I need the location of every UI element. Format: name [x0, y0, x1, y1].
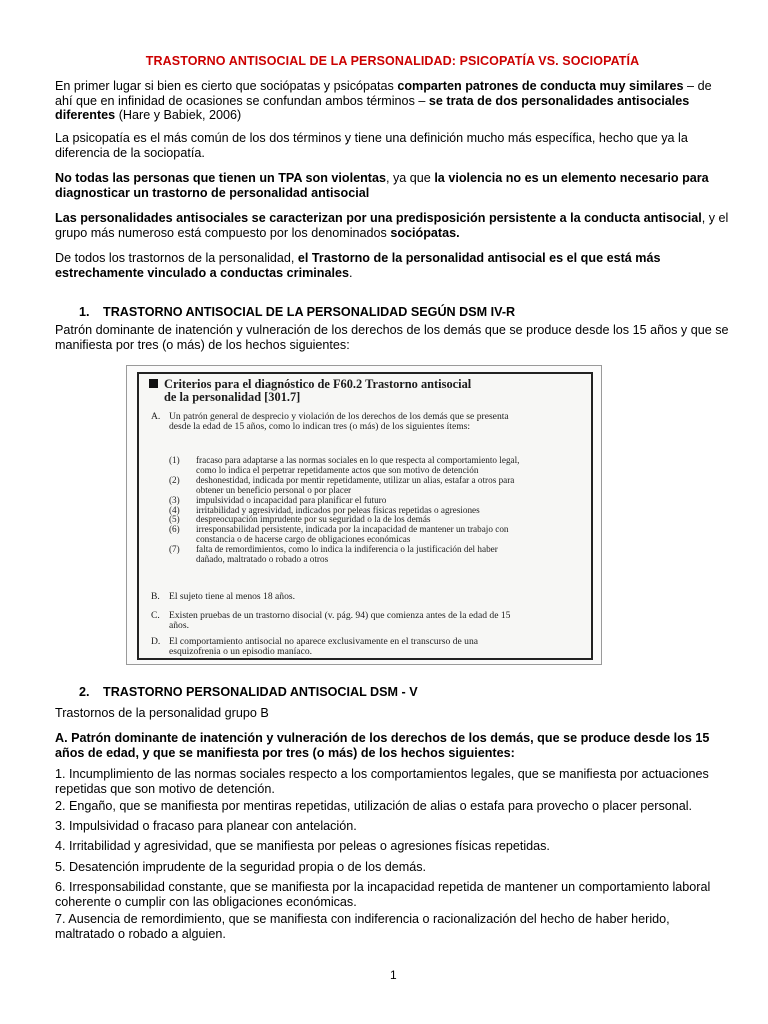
list-item: 2. Engaño, que se manifiesta por mentiras repetidas, utilización de alias o estafa para provecho o placer personal. — [55, 799, 693, 813]
item-text: deshonestidad, indicada por mentir repetidamente, utilizar un alias, estafar a otros para obtener un beneficio personal o por placer — [196, 474, 515, 495]
item-number: (7) — [169, 544, 180, 555]
criterion-text: El comportamiento antisocial no aparece exclusivamente en el transcurso de una esquizofrenia o un episodio maníaco. — [169, 636, 479, 658]
page-title: TRASTORNO ANTISOCIAL DE LA PERSONALIDAD: PSICOPATÍA VS. SOCIOPATÍA — [145, 54, 640, 68]
item-number: (4) — [169, 504, 180, 515]
section-2-subtitle: Trastornos de la personalidad grupo B — [55, 706, 269, 720]
section-2-lead: A. Patrón dominante de inatención y vulneración de los derechos de los demás, que se produce desde los 15 años de edad, y que se manifiesta por tres (o más) de los hechos siguientes: — [55, 731, 710, 760]
intro-paragraph-4 — [55, 211, 730, 240]
dsm-heading-line-2: de la personalidad [301.7] — [164, 389, 301, 404]
dsm-heading — [149, 378, 471, 403]
dsm-item — [169, 545, 521, 565]
dsm-criteria-figure — [126, 365, 602, 665]
dsm-heading-line-1: Criterios para el diagnóstico de F60.2 Trastorno antisocial — [164, 377, 472, 391]
dsm-criterion-b — [151, 592, 524, 602]
item-text: impulsividad o incapacidad para planificar el futuro — [196, 494, 387, 505]
bold-run: el Trastorno de la personalidad antisocial es el que está más estrechamente vinculado a conductas criminales — [55, 251, 661, 280]
intro-paragraph-2: La psicopatía es el más común de los dos términos y tiene una definición mucho más específica, hecho que ya la diferencia de la sociopatía. — [55, 131, 688, 160]
page-number: 1 — [390, 968, 397, 982]
dsm-item — [169, 456, 521, 476]
section-heading-text: TRASTORNO PERSONALIDAD ANTISOCIAL DSM - V — [103, 685, 418, 699]
section-heading-text: TRASTORNO ANTISOCIAL DE LA PERSONALIDAD SEGÚN DSM IV-R — [103, 305, 516, 319]
text-run: De todos los trastornos de la personalidad, — [55, 251, 298, 265]
text-run: . — [348, 265, 353, 280]
text-run: – de ahí que en infinidad de ocasiones se confundan ambos términos – — [55, 79, 712, 108]
dsm-criteria-box — [137, 372, 593, 660]
text-run: , y el grupo más numeroso está compuesto por los denominados — [55, 211, 729, 240]
section-number: 1. — [79, 305, 90, 319]
bold-run: No todas las personas que tienen un TPA son violentas — [55, 171, 386, 185]
section-2-heading — [79, 685, 730, 700]
item-number: (2) — [169, 474, 180, 485]
criterion-letter: A. — [151, 411, 161, 422]
list-item: 3. Impulsividad o fracaso para planear con antelación. — [55, 819, 357, 833]
dsm-items-list — [169, 456, 521, 565]
item-number: (3) — [169, 494, 180, 505]
criterion-letter: C. — [151, 610, 160, 621]
dsm-criterion-a — [151, 412, 524, 433]
criterion-text: Un patrón general de desprecio y violación de los derechos de los demás que se presenta desde la edad de 15 años, como lo indican tres (o más) de los siguientes ítems: — [169, 411, 509, 433]
criterion-text: El sujeto tiene al menos 18 años. — [169, 591, 296, 602]
square-bullet-icon — [149, 379, 158, 388]
item-text: irresponsabilidad persistente, indicada por la incapacidad de mantener un trabajo con constancia o de hacerse cargo de obligaciones económicas — [196, 524, 509, 545]
dsm-criterion-d — [151, 637, 524, 658]
criterion-letter: D. — [151, 636, 161, 647]
list-item: 7. Ausencia de remordimiento, que se manifiesta con indiferencia o racionalización del hecho de haber herido, maltratado o robado a alguien. — [55, 912, 670, 941]
criterion-letter: B. — [151, 591, 160, 602]
item-text: despreocupación imprudente por su seguridad o la de los demás — [196, 514, 431, 525]
intro-paragraph-5 — [55, 251, 730, 280]
section-1-heading — [79, 305, 730, 320]
intro-paragraph-3 — [55, 171, 730, 200]
text-run: (Hare y Babiek, 2006) — [115, 108, 242, 122]
bold-run: Las personalidades antisociales se caracterizan por una predisposición persistente a la conducta antisocial — [55, 211, 702, 225]
text-run: , ya que — [386, 171, 435, 185]
intro-paragraph-1 — [55, 79, 730, 123]
bold-run: la violencia no es un elemento necesario para diagnosticar un trastorno de personalidad antisocial — [55, 171, 709, 200]
item-text: falta de remordimientos, como lo indica la indiferencia o la justificación del haber dañado, maltratado o robado a otros — [196, 544, 498, 565]
item-number: (1) — [169, 455, 180, 465]
dsm-item — [169, 525, 521, 545]
bold-run: sociópatas. — [390, 225, 460, 240]
item-text: irritabilidad y agresividad, indicados por peleas físicas repetidas o agresiones — [196, 504, 480, 515]
section-number: 2. — [79, 685, 90, 699]
list-item: 4. Irritabilidad y agresividad, que se manifiesta por peleas o agresiones físicas repetidas. — [55, 839, 550, 853]
section-1-text: Patrón dominante de inatención y vulneración de los derechos de los demás que se produce desde los 15 años y que se manifiesta por tres (o más) de los hechos siguientes: — [55, 323, 729, 352]
item-text: fracaso para adaptarse a las normas sociales en lo que respecta al comportamiento legal, como lo indica el perpetrar repetidamente actos que son motivo de detención — [196, 455, 520, 475]
bold-run: se trata de dos personalidades antisociales diferentes — [55, 93, 690, 122]
criterion-text: Existen pruebas de un trastorno disocial (v. pág. 94) que comienza antes de la edad de 15 años. — [169, 610, 511, 632]
list-item: 6. Irresponsabilidad constante, que se manifiesta por la incapacidad repetida de mantener un comportamiento laboral coherente o cumplir con las obligaciones económicas. — [55, 880, 711, 909]
list-item: 5. Desatención imprudente de la seguridad propia o de los demás. — [55, 860, 427, 874]
dsm-item — [169, 476, 521, 496]
bold-run: comparten patrones de conducta muy similares — [397, 79, 684, 93]
list-item: 1. Incumplimiento de las normas sociales respecto a los comportamientos legales, que se manifiesta por actuaciones repetidas que son motivo de detención. — [55, 767, 709, 796]
item-number: (6) — [169, 524, 180, 535]
text-run: En primer lugar si bien es cierto que sociópatas y psicópatas — [55, 79, 398, 93]
item-number: (5) — [169, 514, 180, 525]
dsm-criterion-c — [151, 611, 524, 632]
